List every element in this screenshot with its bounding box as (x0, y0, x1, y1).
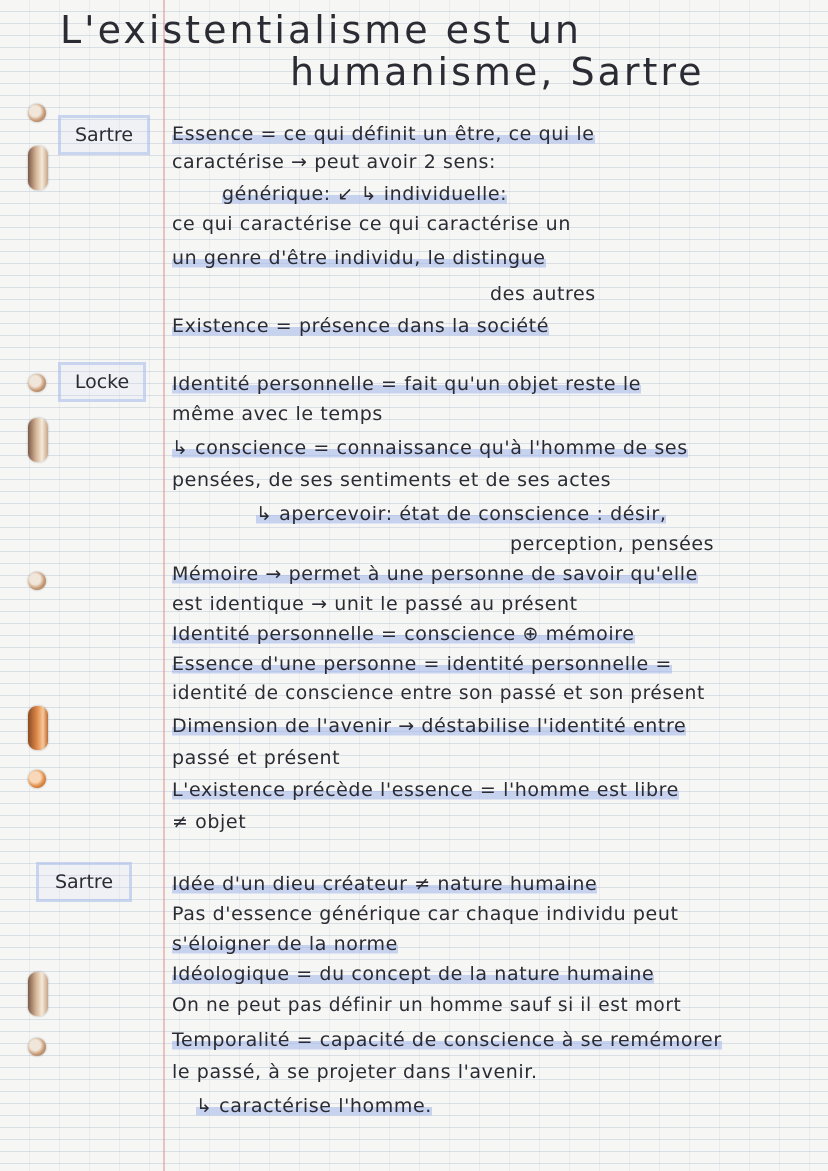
note-line: caractérise → peut avoir 2 sens: (172, 151, 496, 173)
binder-hole (28, 104, 46, 122)
note-line: Pas d'essence générique car chaque individu peut (172, 903, 679, 925)
note-line: L'existence précède l'essence = l'homme est libre (172, 779, 679, 801)
note-line: perception, pensées (510, 533, 715, 555)
note-line: est identique → unit le passé au présent (172, 593, 578, 615)
binder-hole (28, 1038, 46, 1056)
note-line: passé et présent (172, 747, 341, 769)
note-line: générique: ↙ ↳ individuelle: (222, 183, 508, 205)
binder-hole (28, 572, 46, 590)
note-line: ↳ caractérise l'homme. (196, 1095, 432, 1117)
note-line: pensées, de ses sentiments et de ses actes (172, 469, 612, 491)
note-line: Existence = présence dans la société (172, 315, 550, 337)
note-line: des autres (490, 283, 596, 305)
note-line: Identité personnelle = conscience ⊕ mémoire (172, 623, 635, 645)
note-line: Essence d'une personne = identité personnelle = (172, 653, 672, 675)
section-label-locke: Locke (58, 362, 146, 402)
binder-slot (28, 146, 48, 190)
section-label-sartre: Sartre (58, 115, 150, 155)
note-line: un genre d'être individu, le distingue (172, 247, 546, 269)
page-title-line-2: humanisme, Sartre (290, 50, 705, 94)
note-line: Temporalité = capacité de conscience à se remémorer (172, 1029, 722, 1051)
note-line: ↳ apercevoir: état de conscience : désir, (256, 503, 667, 525)
note-line: même avec le temps (172, 403, 383, 425)
note-line: ce qui caractérise ce qui caractérise un (172, 213, 571, 235)
note-line: Identité personnelle = fait qu'un objet reste le (172, 373, 642, 395)
note-line: Mémoire → permet à une personne de savoir qu'elle (172, 563, 698, 585)
note-line: Dimension de l'avenir → déstabilise l'identité entre (172, 715, 687, 737)
binder-hole (28, 374, 46, 392)
note-line: ↳ conscience = connaissance qu'à l'homme de ses (172, 437, 688, 459)
note-line: identité de conscience entre son passé et son présent (172, 683, 705, 704)
section-label-sartre-2: Sartre (36, 862, 132, 902)
note-line: le passé, à se projeter dans l'avenir. (172, 1061, 538, 1083)
note-line: s'éloigner de la norme (172, 933, 398, 955)
binder-slot (28, 972, 48, 1016)
note-line: Idée d'un dieu créateur ≠ nature humaine (172, 873, 598, 895)
note-line: Idéologique = du concept de la nature humaine (172, 963, 655, 985)
page-title-line-1: L'existentialisme est un (60, 8, 582, 52)
binder-hole (28, 770, 46, 788)
binder-slot (28, 706, 48, 750)
note-line: On ne peut pas définir un homme sauf si il est mort (172, 995, 682, 1016)
note-line: ≠ objet (172, 811, 247, 833)
margin-line (163, 0, 165, 1171)
binder-slot (28, 418, 48, 462)
note-line: Essence = ce qui définit un être, ce qui le (172, 123, 595, 145)
